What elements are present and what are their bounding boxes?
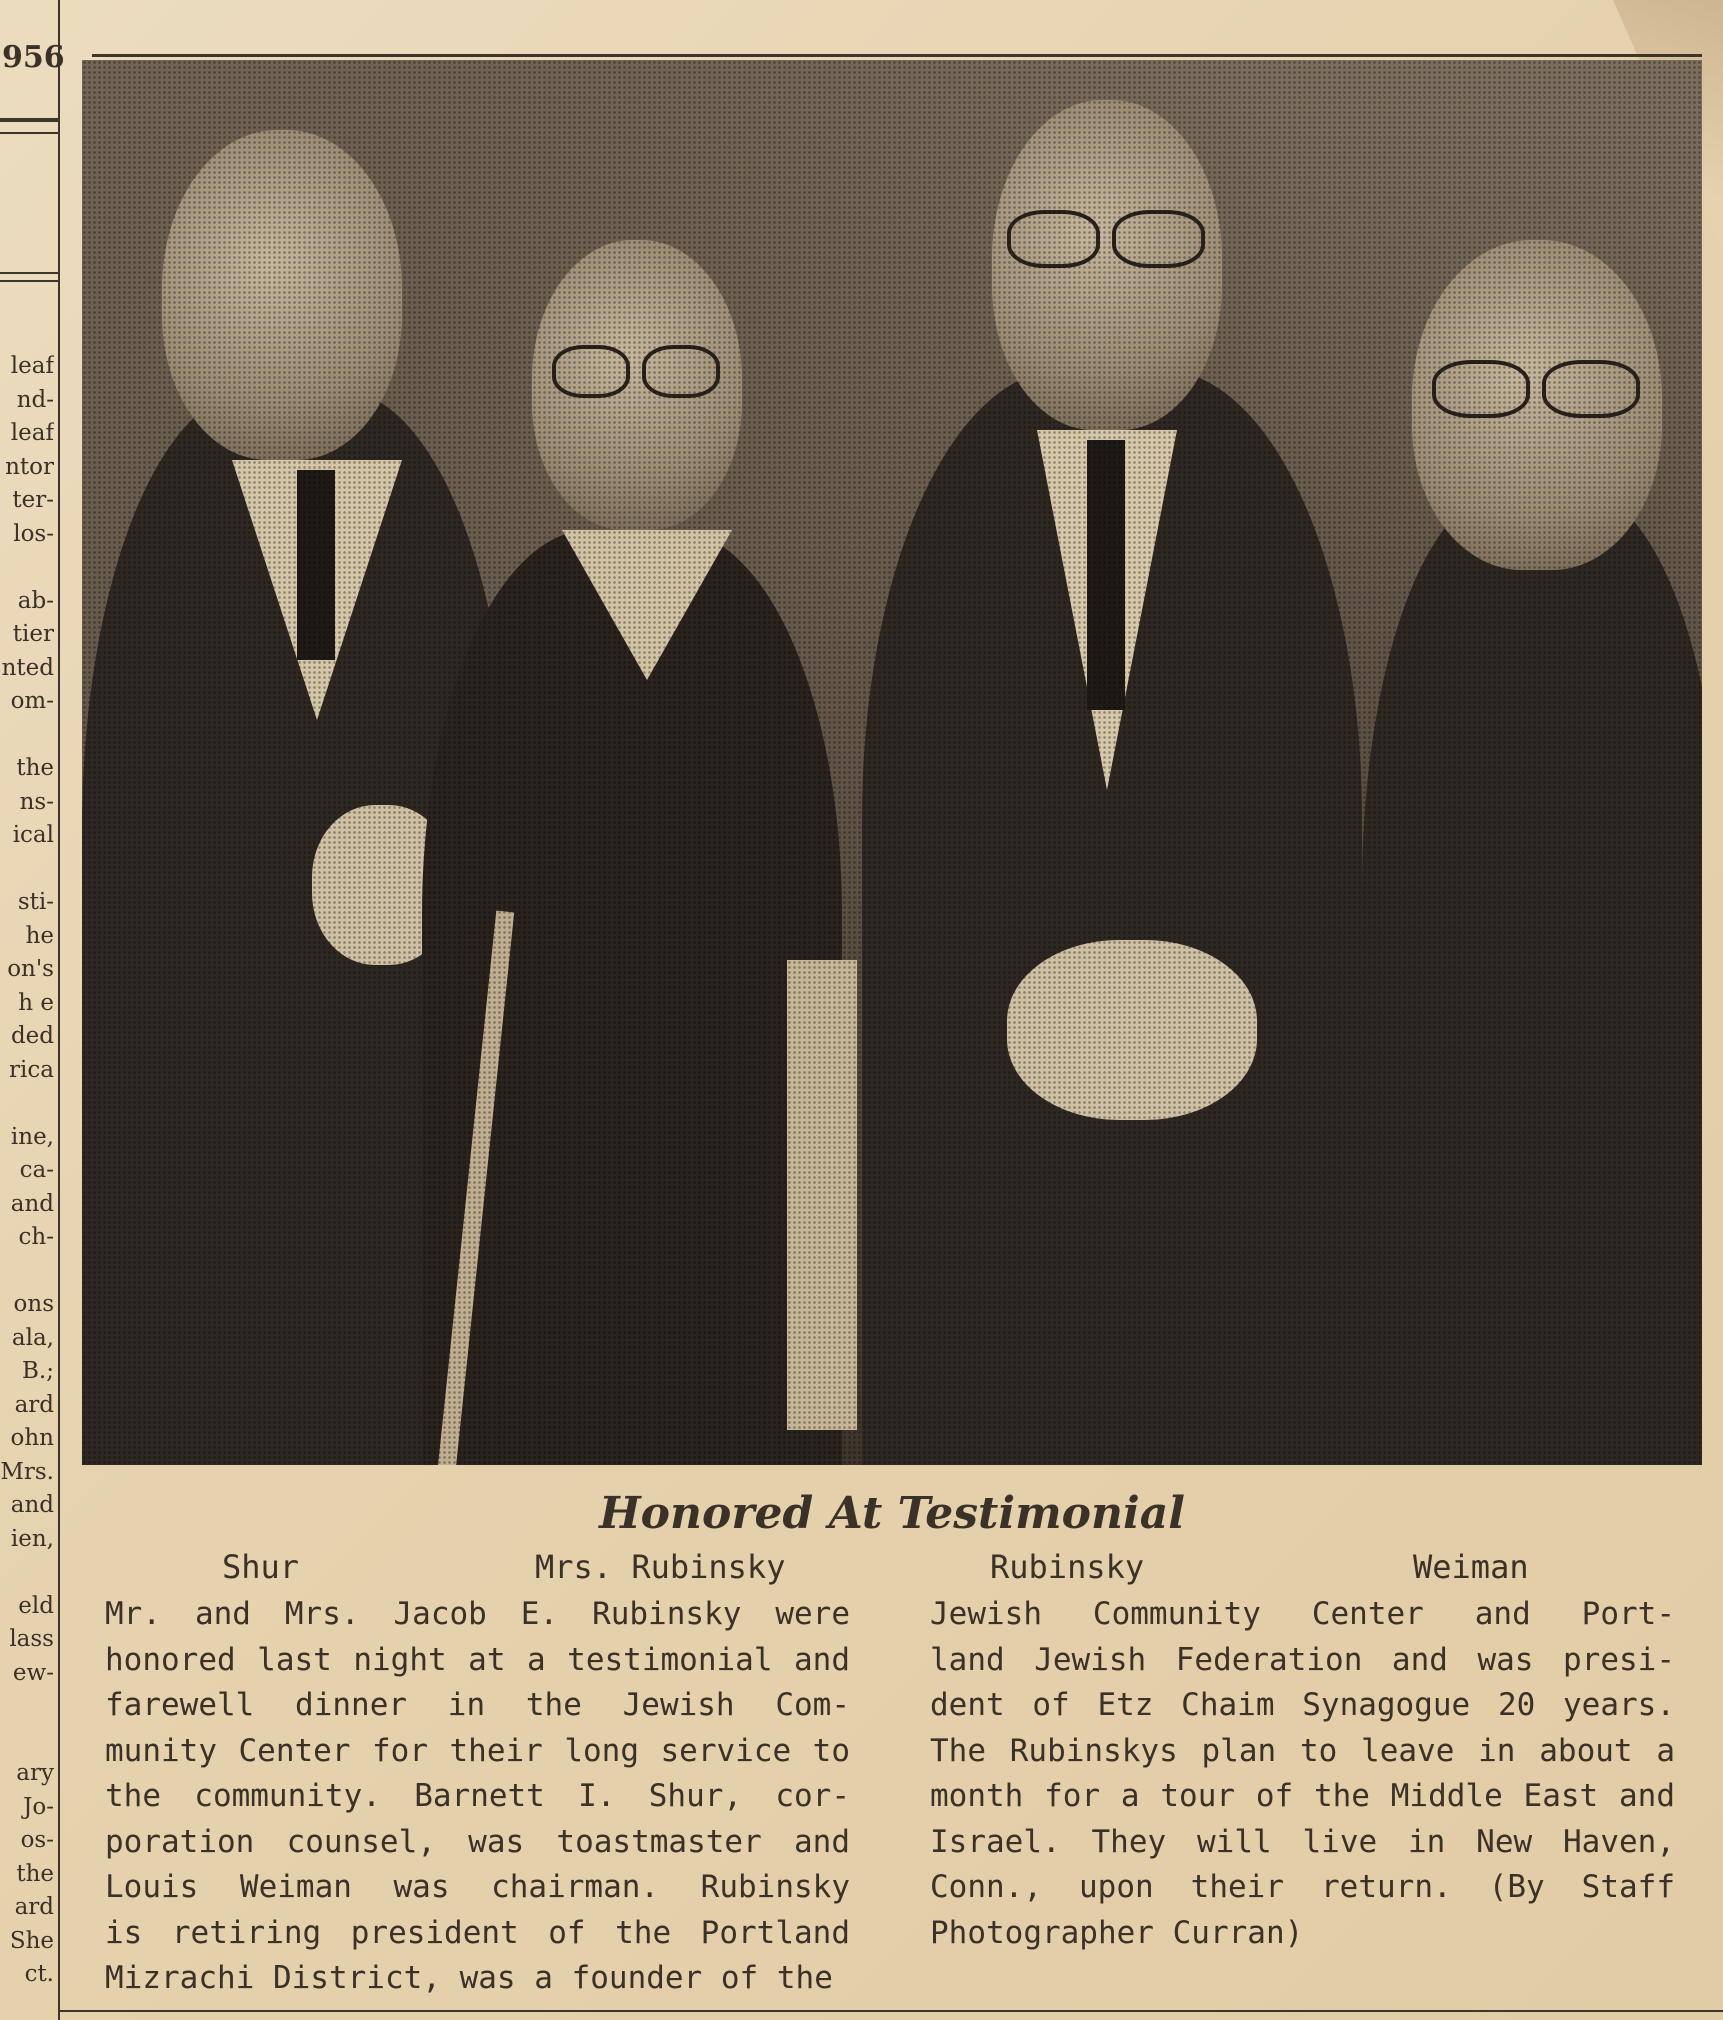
caption-line: Jewish Community Center and Port-: [930, 1596, 1675, 1632]
text-fragment: ns-: [19, 788, 54, 815]
text-fragment: ard: [14, 1894, 54, 1920]
text-fragment: [0, 719, 54, 753]
text-fragment: eld: [18, 1592, 54, 1619]
text-fragment: [0, 1087, 54, 1121]
text-fragment: on's: [7, 956, 54, 982]
text-fragment: lass: [9, 1626, 54, 1652]
name-label: Shur: [222, 1548, 300, 1586]
text-fragment: [0, 551, 54, 585]
text-fragment: leaf: [10, 353, 54, 379]
name-label: Mrs. Rubinsky: [535, 1548, 786, 1586]
name-label: Weiman: [1413, 1548, 1529, 1586]
caption-line: is retiring president of the Portland: [105, 1914, 850, 1951]
text-fragment: ohn: [10, 1425, 54, 1451]
bottom-rule: [58, 2010, 1723, 2012]
text-fragment: and: [10, 1492, 54, 1518]
text-fragment: [0, 1724, 54, 1758]
text-fragment: om-: [10, 688, 54, 714]
caption-line: the community. Barnett I. Shur, cor-: [105, 1778, 850, 1814]
caption-line: Conn., upon their return. (By Staff: [930, 1869, 1675, 1905]
text-fragment: ard: [14, 1391, 54, 1418]
text-fragment: ter-: [12, 487, 54, 513]
caption-headline: Honored At Testimonial: [599, 1488, 1185, 1539]
text-fragment: ala,: [11, 1324, 54, 1351]
text-fragment: ons: [13, 1291, 54, 1317]
text-fragment: tier: [12, 621, 54, 647]
adjacent-column-fragment: [0, 0, 65, 2020]
caption-line: dent of Etz Chaim Synagogue 20 years.: [930, 1687, 1675, 1723]
text-fragment: h e: [18, 989, 54, 1016]
text-fragment: ine,: [10, 1123, 54, 1150]
text-fragment: ntor: [5, 453, 54, 480]
text-fragment: ab-: [17, 587, 54, 614]
text-fragment: nd-: [16, 386, 54, 413]
caption-line: land Jewish Federation and was presi-: [930, 1641, 1675, 1678]
text-fragment: the: [16, 1860, 54, 1887]
column-rule: [0, 118, 58, 134]
caption-body-right: [930, 1592, 1675, 1956]
column-rule: [0, 272, 58, 282]
text-fragment: nted: [1, 654, 54, 681]
text-fragment: and: [10, 1190, 54, 1217]
text-fragment: os-: [20, 1827, 54, 1853]
text-fragment: ien,: [10, 1525, 54, 1552]
caption-line: honored last night at a testimonial and: [105, 1641, 850, 1678]
text-fragment: ded: [10, 1023, 54, 1049]
text-fragment: ary: [16, 1760, 54, 1786]
text-fragment: ew-: [12, 1659, 54, 1686]
text-fragment: rica: [9, 1056, 54, 1083]
text-fragment: ca-: [19, 1157, 54, 1183]
truncated-text-lines: [0, 350, 54, 1992]
caption-line: munity Center for their long service to: [105, 1732, 850, 1769]
text-fragment: ch-: [18, 1224, 54, 1250]
caption-line: Louis Weiman was chairman. Rubinsky: [105, 1869, 850, 1905]
text-fragment: leaf: [10, 420, 54, 446]
date-fragment: 956: [2, 40, 65, 75]
text-fragment: he: [25, 922, 54, 949]
caption-line: Photographer Curran): [930, 1914, 1304, 1951]
text-fragment: Mrs.: [0, 1458, 54, 1485]
text-fragment: [0, 1255, 54, 1289]
text-fragment: [0, 853, 54, 887]
caption-line: Mizrachi District, was a founder of the: [105, 1960, 833, 1996]
text-fragment: Jo-: [23, 1793, 54, 1820]
caption-line: The Rubinskys plan to leave in about a: [930, 1732, 1675, 1769]
news-photo: [82, 60, 1702, 1465]
caption-line: farewell dinner in the Jewish Com-: [105, 1687, 850, 1723]
text-fragment: B.;: [22, 1358, 54, 1384]
text-fragment: sti-: [17, 889, 54, 915]
text-fragment: [0, 1556, 54, 1590]
caption-line: month for a tour of the Middle East and: [930, 1778, 1675, 1814]
text-fragment: the: [16, 755, 54, 781]
text-fragment: ical: [12, 822, 54, 848]
caption-line: poration counsel, was toastmaster and: [105, 1823, 850, 1860]
caption-body-left: [105, 1592, 850, 2002]
text-fragment: She: [9, 1927, 54, 1954]
caption-line: Israel. They will live in New Haven,: [930, 1823, 1675, 1860]
caption-line: Mr. and Mrs. Jacob E. Rubinsky were: [105, 1596, 850, 1632]
text-fragment: [0, 1690, 54, 1724]
name-label: Rubinsky: [990, 1548, 1145, 1586]
text-fragment: ct.: [24, 1961, 54, 1987]
text-fragment: los-: [13, 520, 54, 547]
